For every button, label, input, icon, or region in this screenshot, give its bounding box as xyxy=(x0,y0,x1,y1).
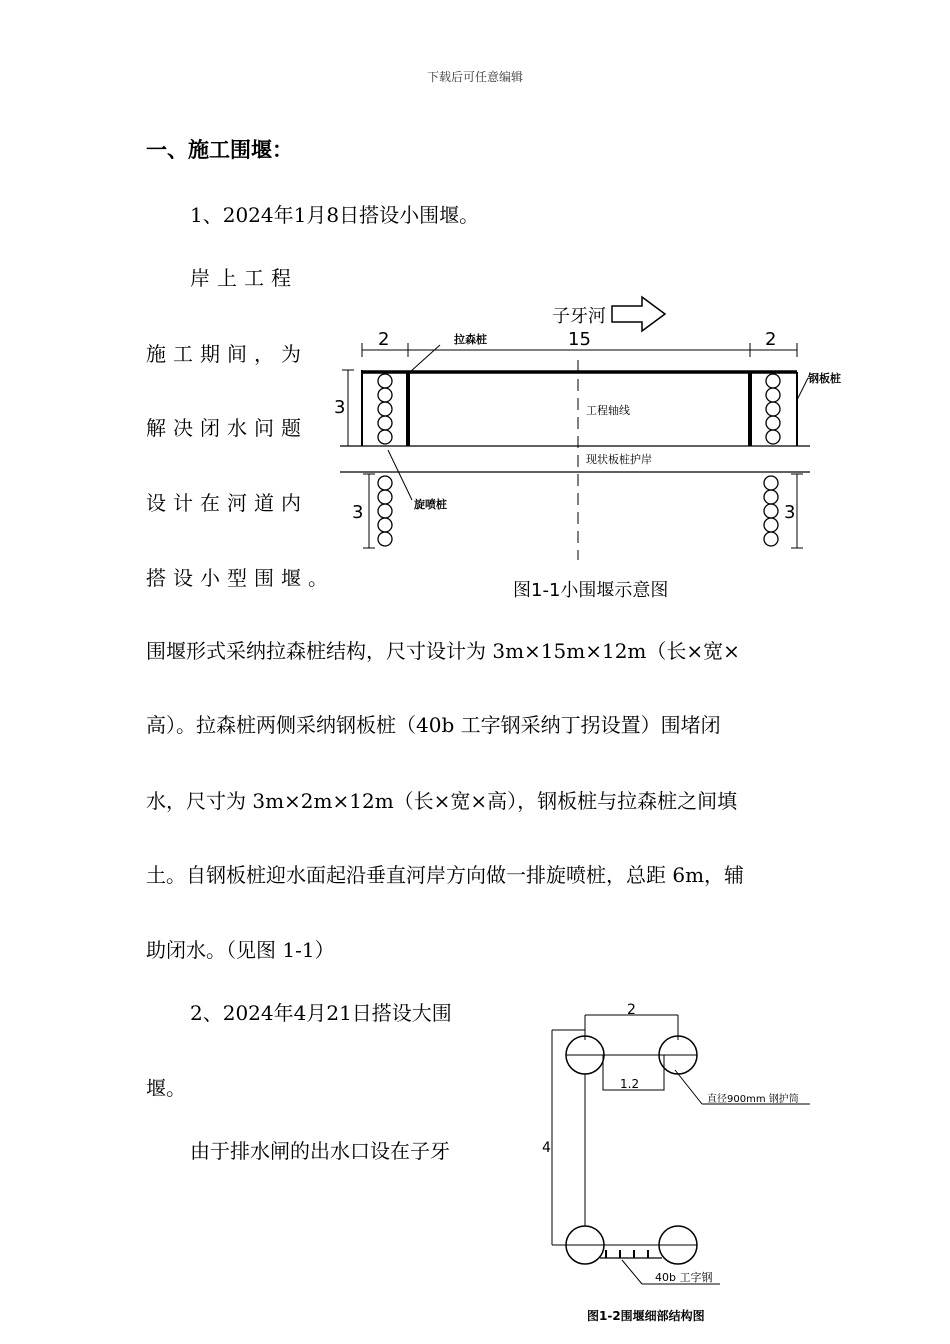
fig1-label-steel: 钢板桩 xyxy=(808,372,841,385)
fig1-label-axis: 工程轴线 xyxy=(586,404,630,417)
fig2-label-beam: 40b 工字钢 xyxy=(655,1271,713,1284)
fig1-dim-left: 2 xyxy=(378,329,390,350)
fig2-caption: 图1-2围堰细部结构图 xyxy=(587,1309,705,1323)
fig1-dim-height-lower-right: 3 xyxy=(784,502,796,523)
item2-line-1: 2、2024年4月21日搭设大围 xyxy=(190,1001,452,1025)
figure-cofferdam-detail xyxy=(552,1015,810,1284)
river-arrow-icon xyxy=(612,297,665,331)
fig1-caption: 图1-1小围堰示意图 xyxy=(513,580,669,601)
fig1-label-jet: 旋喷桩 xyxy=(414,498,447,511)
wrap1-line-2: 解决闭水问题 xyxy=(146,416,308,440)
wrap1-line-0: 岸上工程 xyxy=(190,266,298,290)
fig1-label-larssen: 拉森桩 xyxy=(454,333,487,346)
body1-line-1: 高）。拉森桩两侧采纳钢板桩（40b 工字钢采纳丁拐设置）围堵闭 xyxy=(146,713,721,737)
fig1-label-bank: 现状板桩护岸 xyxy=(586,453,652,466)
wrap1-line-1: 施工期间，为 xyxy=(146,342,308,366)
fig1-dim-height-left: 3 xyxy=(334,397,346,418)
item1-heading: 1、2024年1月8日搭设小围堰。 xyxy=(190,203,480,227)
fig1-dim-mid: 15 xyxy=(568,329,591,350)
body1-line-2: 水，尺寸为 3m×2m×12m（长×宽×高），钢板桩与拉森桩之间填 xyxy=(146,789,738,813)
fig2-label-pipe: 直径900mm 钢护筒 xyxy=(707,1094,799,1105)
item2-line-2: 堰。 xyxy=(146,1076,186,1100)
fig1-dim-right: 2 xyxy=(765,329,777,350)
fig2-dim-inner: 1.2 xyxy=(620,1077,640,1091)
body1-line-0: 围堰形式采纳拉森桩结构，尺寸设计为 3m×15m×12m（长×宽× xyxy=(146,639,740,663)
fig1-river-label: 子牙河 xyxy=(552,306,606,327)
wrap1-line-3: 设计在河道内 xyxy=(146,491,308,515)
fig1-dim-height-lower-left: 3 xyxy=(352,502,364,523)
wrap1-line-4: 搭设小型围堰。 xyxy=(146,566,335,590)
para3-line-1: 由于排水闸的出水口设在子牙 xyxy=(190,1139,450,1163)
fig2-dim-top: 2 xyxy=(627,1002,636,1018)
fig2-dim-side: 4 xyxy=(542,1140,551,1156)
section-title: 一、施工围堰： xyxy=(146,138,293,162)
body1-line-3: 土。自钢板桩迎水面起沿垂直河岸方向做一排旋喷桩，总距 6m，辅 xyxy=(146,863,745,887)
body1-line-4: 助闭水。（见图 1-1） xyxy=(146,938,335,962)
page-header: 下载后可任意编辑 xyxy=(426,70,523,84)
